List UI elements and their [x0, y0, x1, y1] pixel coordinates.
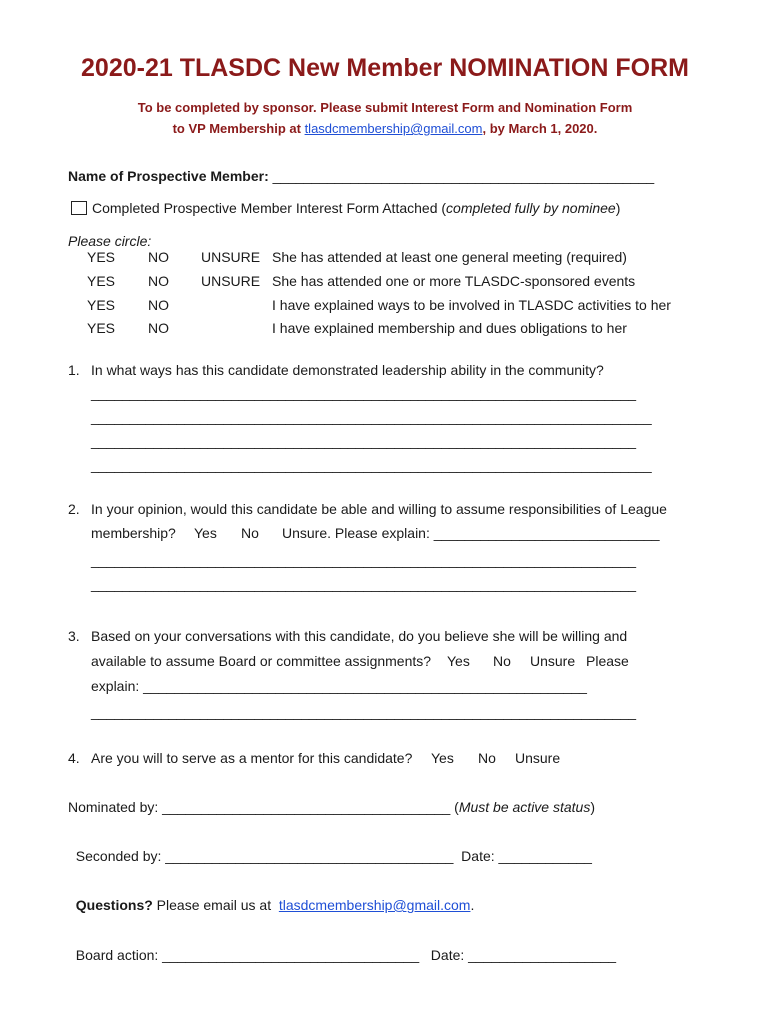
- q4-no-option[interactable]: No: [478, 750, 496, 766]
- vp-membership-email-link[interactable]: tlasdcmembership@gmail.com: [304, 121, 483, 136]
- q4-unsure-option[interactable]: Unsure: [515, 750, 561, 766]
- interest-form-checkbox-row: [71, 200, 620, 216]
- circle-no-option[interactable]: NO: [148, 273, 169, 289]
- q2-text: In your opinion, would this candidate be able and willing to assume responsibilities of League: [91, 501, 667, 517]
- page-title: 2020-21 TLASDC New Member NOMINATION FORM: [81, 54, 689, 82]
- q1-number: 1.: [68, 362, 80, 378]
- instructions-suffix: , by March 1, 2020.: [482, 121, 598, 136]
- q3-explain-row: [91, 678, 587, 694]
- questions-email-link[interactable]: tlasdcmembership@gmail.com: [278, 897, 471, 913]
- q3-explain-field[interactable]: _________________________________________________________: [143, 678, 587, 694]
- seconded-date-field[interactable]: ____________: [498, 848, 592, 864]
- circle-yes-option[interactable]: YES: [87, 297, 116, 313]
- q4-text: Are you will to serve as a mentor for this candidate?: [91, 750, 413, 766]
- q1-answer-line[interactable]: ______________________________________________________________________: [91, 433, 637, 449]
- circle-no-option[interactable]: NO: [148, 320, 169, 336]
- instructions-prefix: to VP Membership at: [172, 121, 305, 136]
- q4-yes-option[interactable]: Yes: [431, 750, 454, 766]
- q3-text-cont: available to assume Board or committee assignments?: [91, 653, 432, 669]
- q2-unsure-explain: [282, 525, 660, 541]
- q3-yes-option[interactable]: Yes: [447, 653, 470, 669]
- q2-yes-option[interactable]: Yes: [194, 525, 217, 541]
- prospective-member-label: Name of Prospective Member:: [68, 168, 269, 184]
- q2-answer-line[interactable]: ______________________________________________________________________: [91, 576, 637, 592]
- q1-answer-line[interactable]: ________________________________________________________________________: [91, 457, 652, 473]
- seconded-by-field[interactable]: _____________________________________: [165, 848, 454, 864]
- q2-explain-field[interactable]: _____________________________: [433, 525, 660, 541]
- interest-form-label: Completed Prospective Member Interest Form Attached (: [92, 200, 447, 216]
- q4-number: 4.: [68, 750, 80, 766]
- nominated-note-close: ): [590, 799, 596, 815]
- questions-row: [68, 881, 474, 913]
- seconded-by-label: Seconded by:: [75, 848, 166, 864]
- questions-text: Please email us at: [152, 897, 279, 913]
- interest-form-note: completed fully by nominee: [446, 200, 616, 216]
- circle-yes-option[interactable]: YES: [87, 273, 116, 289]
- q3-please-text: Please: [586, 653, 629, 669]
- nominated-note: Must be active status: [458, 799, 591, 815]
- interest-form-checkbox[interactable]: [71, 201, 87, 215]
- q3-explain-label: explain:: [91, 678, 144, 694]
- board-date-label: Date:: [419, 947, 469, 963]
- circle-statement: I have explained membership and dues obligations to her: [272, 320, 627, 336]
- board-action-field[interactable]: _________________________________: [162, 947, 420, 963]
- instructions-line-2: [0, 121, 770, 136]
- q1-answer-line[interactable]: ______________________________________________________________________: [91, 385, 637, 401]
- board-action-label: Board action:: [75, 947, 163, 963]
- nominated-note-open: (: [450, 799, 459, 815]
- questions-end: .: [470, 897, 475, 913]
- q2-number: 2.: [68, 501, 80, 517]
- circle-statement: She has attended one or more TLASDC-sponsored events: [272, 273, 636, 289]
- seconded-date-label: Date:: [453, 848, 499, 864]
- q1-text: In what ways has this candidate demonstrated leadership ability in the community?: [91, 362, 604, 378]
- circle-no-option[interactable]: NO: [148, 297, 169, 313]
- circle-unsure-option[interactable]: UNSURE: [201, 273, 261, 289]
- prospective-member-name-row: [68, 168, 654, 184]
- instructions-line-1: To be completed by sponsor. Please submit Interest Form and Nomination Form: [137, 100, 633, 115]
- q2-text-cont: membership?: [91, 525, 176, 541]
- q2-unsure-option[interactable]: Unsure. Please explain:: [282, 525, 434, 541]
- nominated-by-label: Nominated by:: [68, 799, 163, 815]
- circle-statement: I have explained ways to be involved in TLASDC activities to her: [272, 297, 671, 313]
- circle-unsure-option[interactable]: UNSURE: [201, 249, 261, 265]
- seconded-by-row: [68, 832, 592, 864]
- q3-answer-line[interactable]: ______________________________________________________________________: [91, 704, 637, 720]
- q2-no-option[interactable]: No: [241, 525, 259, 541]
- circle-yes-option[interactable]: YES: [87, 249, 116, 265]
- circle-no-option[interactable]: NO: [148, 249, 169, 265]
- nominated-by-field[interactable]: _____________________________________: [162, 799, 451, 815]
- q3-no-option[interactable]: No: [493, 653, 511, 669]
- questions-label: Questions?: [75, 897, 153, 913]
- prospective-member-name-field[interactable]: _________________________________________________: [272, 168, 655, 184]
- interest-form-close: ): [615, 200, 621, 216]
- q3-unsure-option[interactable]: Unsure: [530, 653, 576, 669]
- circle-yes-option[interactable]: YES: [87, 320, 116, 336]
- nominated-by-row: [68, 799, 595, 815]
- please-circle-heading: Please circle:: [68, 233, 152, 249]
- circle-statement: She has attended at least one general meeting (required): [272, 249, 627, 265]
- board-action-row: [68, 931, 616, 963]
- q2-answer-line[interactable]: ______________________________________________________________________: [91, 552, 637, 568]
- board-date-field[interactable]: ___________________: [468, 947, 617, 963]
- q1-answer-line[interactable]: ________________________________________________________________________: [91, 409, 652, 425]
- q3-text: Based on your conversations with this candidate, do you believe she will be willing and: [91, 628, 628, 644]
- q3-number: 3.: [68, 628, 80, 644]
